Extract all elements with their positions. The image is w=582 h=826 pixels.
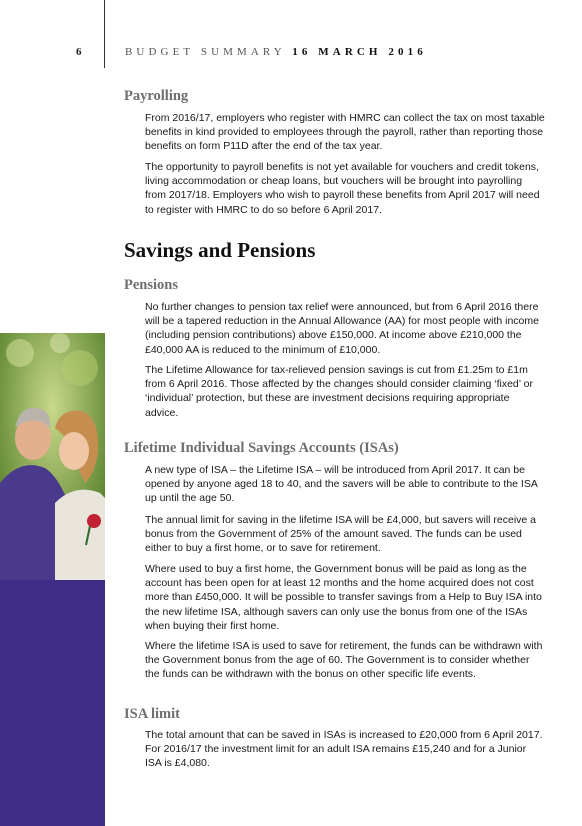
payrolling-paragraph-2: The opportunity to payroll benefits is not yet available for vouchers and credit tokens, living accommodation or cheap loans, but vouchers will be brought into payrolling from 2017/18. Employers who wish to payroll these benefits from April 2017 will need to register with HMRC to do so before 6 April 2017. [145, 161, 540, 216]
lifetime-isa-paragraph-3: Where used to buy a first home, the Government bonus will be paid as long as the account has been open for at least 12 months and the home acquired does not cost more than £450,000. It will be possible to transfer savings from a Help to Buy ISA into the new lifetime ISA, although savers can only use the bonus from one of the ISAs when buying their first home. [145, 563, 542, 632]
header-date: 16 MARCH 2016 [292, 46, 427, 58]
header-title: BUDGET SUMMARY [125, 46, 286, 58]
couple-photo [0, 333, 105, 580]
payrolling-heading: Payrolling [124, 88, 189, 104]
page-number: 6 [76, 46, 82, 58]
lifetime-isa-heading: Lifetime Individual Savings Accounts (ISAs) [124, 440, 399, 456]
running-header [125, 46, 427, 58]
payrolling-paragraph-1: From 2016/17, employers who register with HMRC can collect the tax on most taxable benefits in kind provided to employees through the payroll, rather than reporting those benefits on form P11D after the end of the tax year. [145, 112, 545, 153]
header-rule [104, 0, 105, 68]
isa-limit-paragraph-1: The total amount that can be saved in ISAs is increased to £20,000 from 6 April 2017. For 2016/17 the investment limit for an adult ISA remains £15,240 and for a Junior ISA is £4,080. [145, 729, 543, 770]
lifetime-isa-paragraph-1: A new type of ISA – the Lifetime ISA – will be introduced from April 2017. It can be opened by anyone aged 18 to 40, and the savers will be able to contribute to the ISA up until the age 50. [145, 464, 538, 505]
lifetime-isa-paragraph-2: The annual limit for saving in the lifetime ISA will be £4,000, but savers will receive a bonus from the Government of 25% of the amount saved. The funds can be used either to buy a first home, or to save for retirement. [145, 514, 537, 555]
pensions-heading: Pensions [124, 277, 178, 293]
isa-limit-heading: ISA limit [124, 706, 180, 722]
lifetime-isa-paragraph-4: Where the lifetime ISA is used to save for retirement, the funds can be withdrawn with the Government bonus from the age of 60. The Government is to consider whether the funds can be withdrawn with the bonus on other specific life events. [145, 640, 543, 681]
savings-pensions-heading: Savings and Pensions [124, 238, 316, 262]
purple-block [0, 580, 105, 826]
pensions-paragraph-1: No further changes to pension tax relief were announced, but from 6 April 2016 there will be a tapered reduction in the Annual Allowance (AA) for most people with income (including pension contributions) above £150,000. At income above £210,000 the £40,000 AA is reduced to the minimum of £10,000. [145, 301, 539, 356]
pensions-paragraph-2: The Lifetime Allowance for tax-relieved pension savings is cut from £1.25m to £1m from 6 April 2016. Those affected by the changes should consider claiming ‘fixed’ or ‘individual’ protection, but these are investment decisions requiring appropriate advice. [145, 364, 533, 419]
